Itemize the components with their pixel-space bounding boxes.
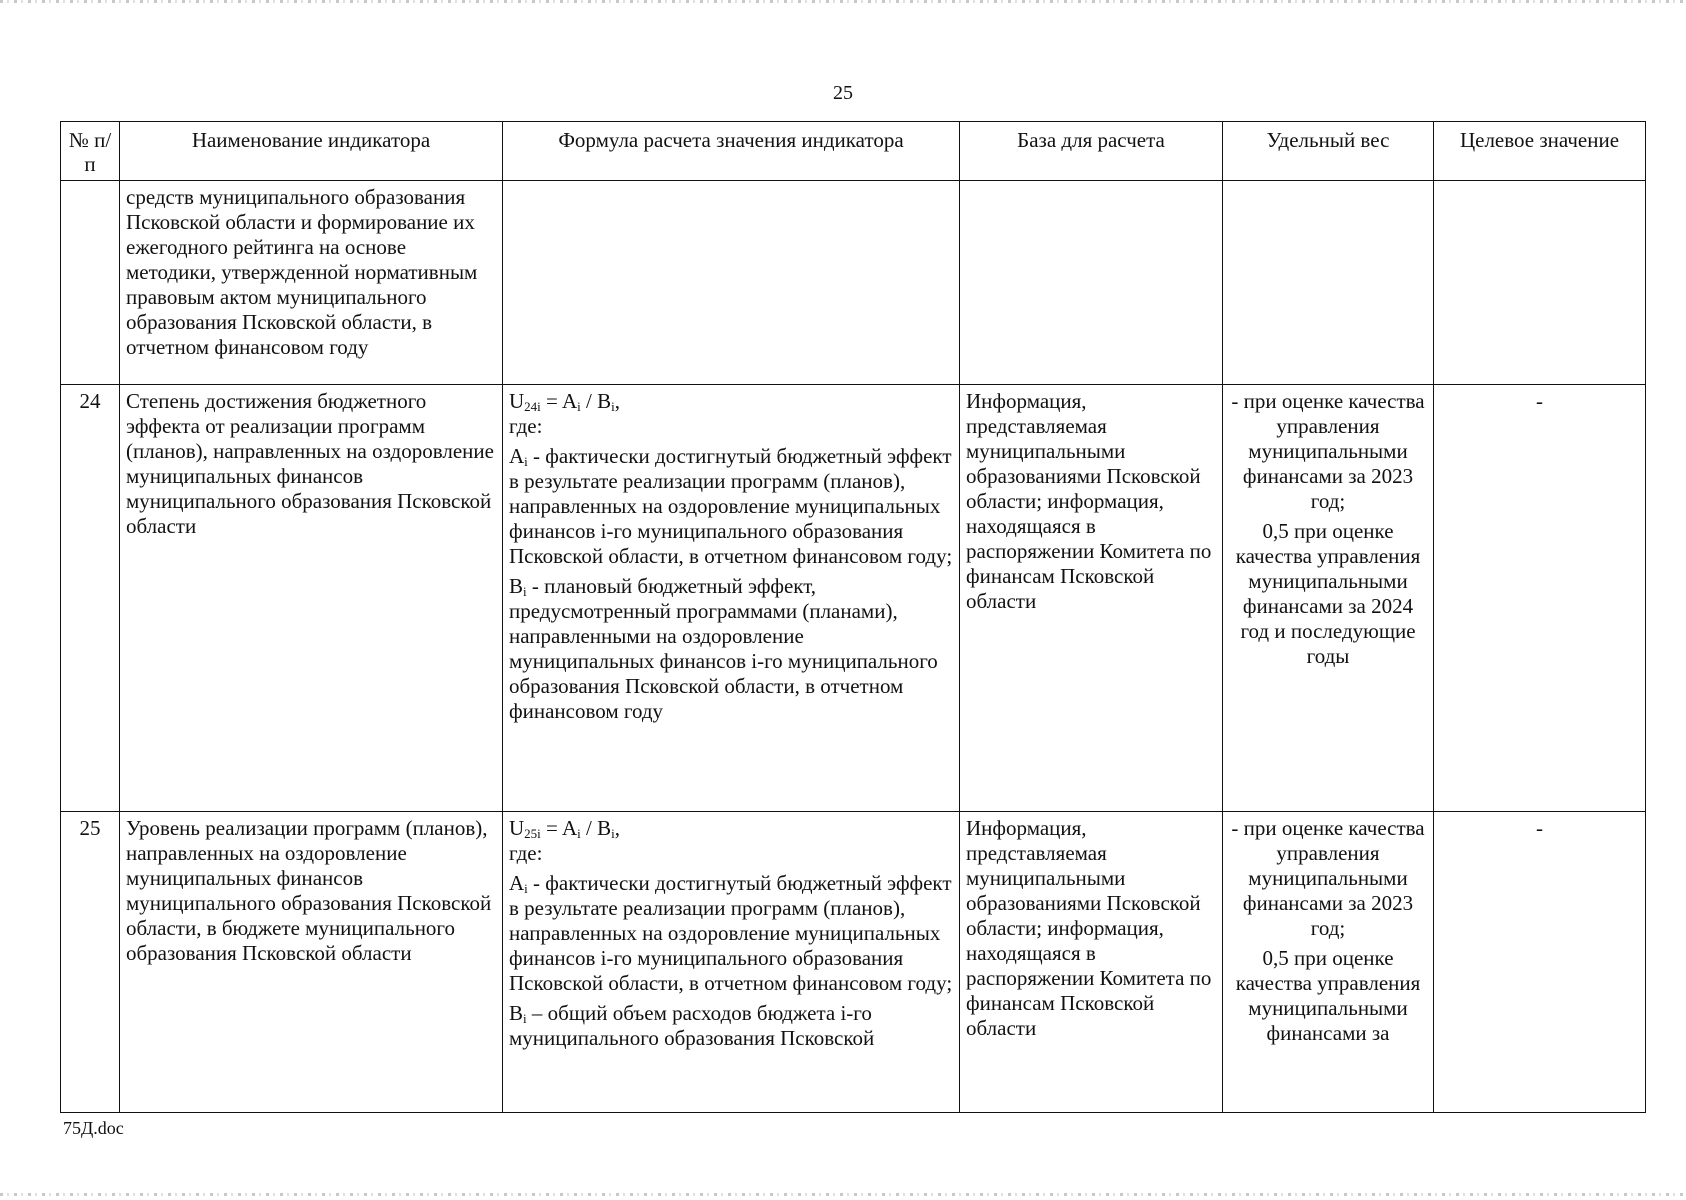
base-cell: Информация, представляемая муниципальными образованиями Псковской области; информация, находящаяся в распоряжении Комитета по финансам Псковской области [960, 385, 1223, 812]
table-row [61, 812, 1646, 1113]
formula-var-b: / B [580, 816, 612, 840]
def-text-b: - плановый бюджетный эффект, предусмотренный программами (планами), направленными на оздоровление муниципальных финансов i-го муниципального образования Псковской области, в отчетном финансовом году [509, 574, 938, 723]
formula-var-a: = A [540, 389, 578, 413]
indicators-table [60, 121, 1646, 1113]
formula-a-definition [509, 444, 953, 569]
formula-b-definition [509, 574, 953, 724]
target-cell [1434, 181, 1646, 385]
formula-expression [509, 389, 953, 439]
def-sub-a: i [524, 454, 528, 469]
header-num: № п/п [61, 122, 120, 181]
row-number: 24 [61, 385, 120, 812]
weight-2023: - при оценке качества управления муниципальными финансами за 2023 год; [1231, 816, 1425, 940]
formula-sub-a: i [577, 399, 581, 414]
formula-where: где: [509, 841, 543, 865]
formula-a-definition [509, 871, 953, 996]
def-text-a: - фактически достигнутый бюджетный эффект в результате реализации программ (планов), направленных на оздоровление муниципальных финансов i-го муниципального образования Псковской области, в отчетном финансовом году; [509, 444, 953, 568]
formula-var-a: = A [540, 816, 578, 840]
formula-var-u: U [509, 389, 525, 413]
target-cell: - [1434, 385, 1646, 812]
formula-cell [503, 812, 960, 1113]
row-number [61, 181, 120, 385]
table-row [61, 385, 1646, 812]
weight-2024: 0,5 при оценке качества управления муниципальными финансами за [1235, 946, 1421, 1045]
base-cell [960, 181, 1223, 385]
def-var-a: A [509, 444, 525, 468]
weight-cell [1223, 181, 1434, 385]
document-file-name: 75Д.doc [63, 1118, 124, 1138]
def-sub-b: i [523, 584, 527, 599]
header-weight: Удельный вес [1223, 122, 1434, 181]
page-number: 25 [833, 82, 853, 104]
formula-sub-u: 25i [524, 826, 541, 841]
weight-cell [1223, 812, 1434, 1113]
scan-edge-top [0, 0, 1686, 3]
formula-comma: , [614, 816, 620, 840]
header-formula: Формула расчета значения индикатора [503, 122, 960, 181]
header-target: Целевое значение [1434, 122, 1646, 181]
formula-sub-b: i [611, 826, 615, 841]
formula-sub-u: 24i [524, 399, 541, 414]
table-header-row [61, 122, 1646, 181]
header-name: Наименование индикатора [120, 122, 503, 181]
weight-cell [1223, 385, 1434, 812]
indicator-name: Степень достижения бюджетного эффекта от реализации программ (планов), направленных на оздоровление муниципальных финансов муниципального образования Псковской области [120, 385, 503, 812]
formula-sub-a: i [577, 826, 581, 841]
base-cell: Информация, представляемая муниципальными образованиями Псковской области; информация, находящаяся в распоряжении Комитета по финансам Псковской области [960, 812, 1223, 1113]
formula-sub-b: i [611, 399, 615, 414]
formula-cell [503, 385, 960, 812]
weight-2023: - при оценке качества управления муниципальными финансами за 2023 год; [1231, 389, 1425, 513]
def-text-b: – общий объем расходов бюджета i-го муниципального образования Псковской [509, 1001, 875, 1050]
formula-expression [509, 816, 953, 866]
formula-b-definition [509, 1001, 953, 1051]
row-number: 25 [61, 812, 120, 1113]
scan-edge-bottom [0, 1193, 1686, 1196]
def-var-b: B [509, 574, 524, 598]
def-var-b: B [509, 1001, 524, 1025]
header-base: База для расчета [960, 122, 1223, 181]
table-row [61, 181, 1646, 385]
target-cell: - [1434, 812, 1646, 1113]
formula-var-b: / B [580, 389, 612, 413]
def-text-a: - фактически достигнутый бюджетный эффект в результате реализации программ (планов), направленных на оздоровление муниципальных финансов i-го муниципального образования Псковской области, в отчетном финансовом году; [509, 871, 953, 995]
formula-var-u: U [509, 816, 525, 840]
formula-comma: , [614, 389, 620, 413]
indicator-name: средств муниципального образования Псковской области и формирование их ежегодного рейтинга на основе методики, утвержденной нормативным правовым актом муниципального образования Псковской области, в отчетном финансовом году [120, 181, 503, 385]
formula-cell [503, 181, 960, 385]
indicator-name: Уровень реализации программ (планов), направленных на оздоровление муниципальных финансов муниципального образования Псковской области, в бюджете муниципального образования Псковской области [120, 812, 503, 1113]
def-var-a: A [509, 871, 525, 895]
formula-where: где: [509, 414, 543, 438]
weight-2024: 0,5 при оценке качества управления муниципальными финансами за 2024 год и последующие годы [1235, 519, 1421, 668]
def-sub-b: i [523, 1011, 527, 1026]
def-sub-a: i [524, 881, 528, 896]
